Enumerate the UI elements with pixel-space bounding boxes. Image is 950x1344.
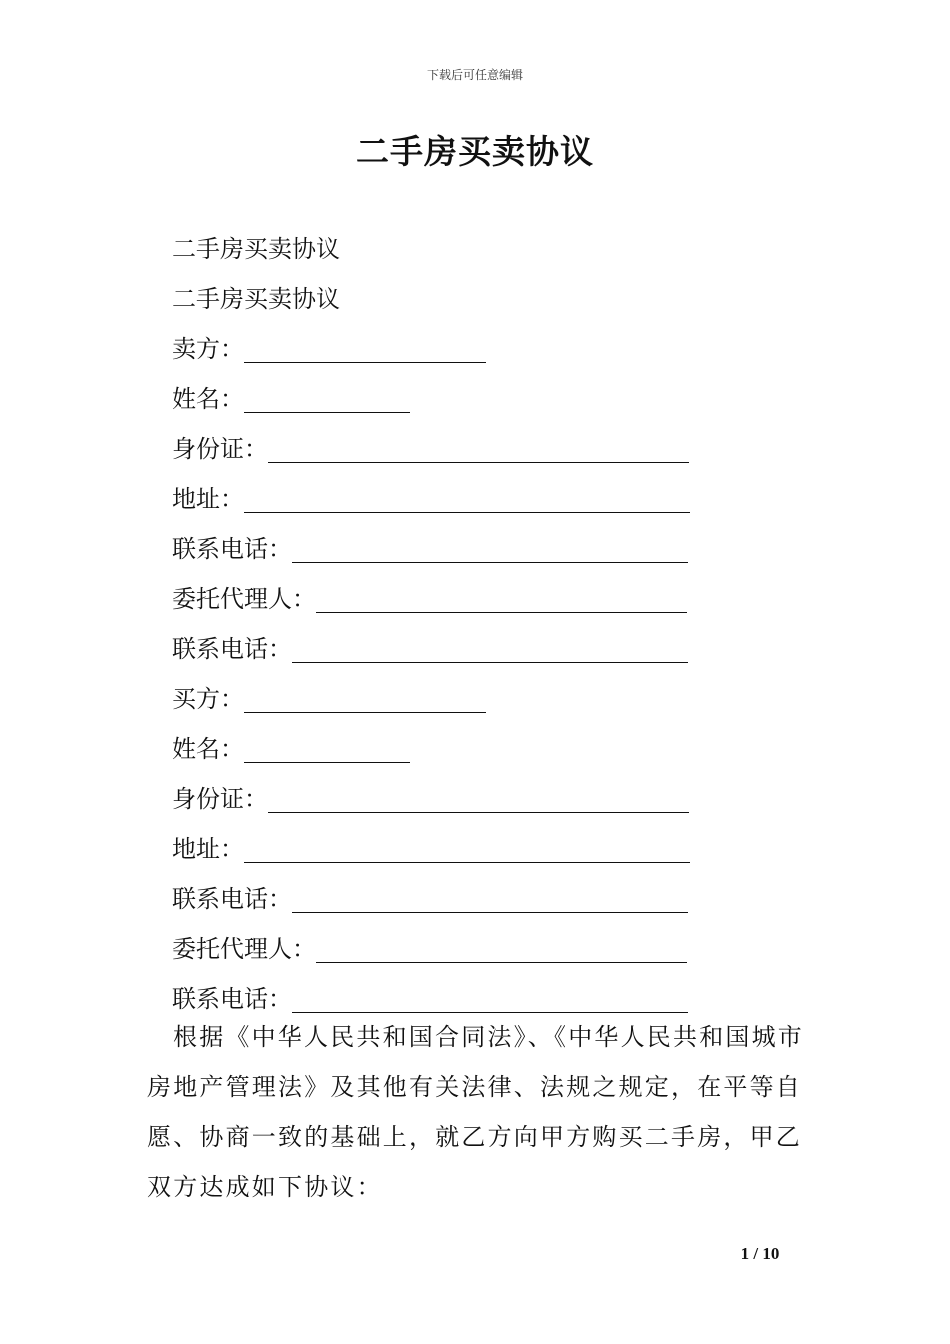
seller-address-blank[interactable] — [244, 484, 690, 513]
seller-phone-label: 联系电话： — [172, 535, 292, 563]
buyer-phone-label: 联系电话： — [172, 885, 292, 913]
buyer-address-line — [172, 834, 690, 864]
seller-party-blank[interactable] — [244, 334, 486, 363]
page-number: 1 / 10 — [740, 1244, 780, 1263]
subtitle-line: 二手房买卖协议 — [172, 235, 340, 263]
seller-agent-line — [172, 584, 687, 614]
buyer-party-blank[interactable] — [244, 684, 486, 713]
buyer-agent-phone-blank[interactable] — [292, 984, 688, 1013]
seller-party-line — [172, 334, 486, 364]
buyer-agent-phone-label: 联系电话： — [172, 985, 292, 1013]
seller-name-line — [172, 384, 410, 414]
seller-address-label: 地址： — [172, 485, 244, 513]
buyer-party-line — [172, 684, 486, 714]
buyer-agent-blank[interactable] — [316, 934, 687, 963]
buyer-id-blank[interactable] — [268, 784, 689, 813]
seller-id-blank[interactable] — [268, 434, 689, 463]
buyer-name-label: 姓名： — [172, 735, 244, 763]
buyer-agent-phone-line — [172, 984, 688, 1014]
seller-phone-line — [172, 534, 688, 564]
buyer-id-line — [172, 784, 689, 814]
seller-phone-blank[interactable] — [292, 534, 688, 563]
header-note: 下载后可任意编辑 — [426, 68, 523, 82]
seller-id-line — [172, 434, 689, 464]
buyer-party-label: 买方： — [172, 685, 244, 713]
buyer-agent-label: 委托代理人： — [172, 935, 316, 963]
seller-address-line — [172, 484, 690, 514]
seller-agent-label: 委托代理人： — [172, 585, 316, 613]
seller-agent-phone-line — [172, 634, 688, 664]
buyer-name-line — [172, 734, 410, 764]
seller-name-label: 姓名： — [172, 385, 244, 413]
buyer-phone-line — [172, 884, 688, 914]
buyer-address-label: 地址： — [172, 835, 244, 863]
buyer-agent-line — [172, 934, 687, 964]
seller-agent-phone-blank[interactable] — [292, 634, 688, 663]
document-title: 二手房买卖协议 — [356, 132, 594, 171]
buyer-address-blank[interactable] — [244, 834, 690, 863]
buyer-id-label: 身份证： — [172, 785, 268, 813]
seller-agent-blank[interactable] — [316, 584, 687, 613]
seller-agent-phone-label: 联系电话： — [172, 635, 292, 663]
buyer-name-blank[interactable] — [244, 734, 410, 763]
subtitle-line: 二手房买卖协议 — [172, 285, 340, 313]
seller-name-blank[interactable] — [244, 384, 410, 413]
seller-id-label: 身份证： — [172, 435, 268, 463]
preamble-paragraph: 根据《中华人民共和国合同法》、《中华人民共和国城市房地产管理法》及其他有关法律、法规之规定，在平等自愿、协商一致的基础上，就乙方向甲方购买二手房，甲乙双方达成如下协议： — [147, 1023, 804, 1201]
buyer-phone-blank[interactable] — [292, 884, 688, 913]
seller-party-label: 卖方： — [172, 335, 244, 363]
